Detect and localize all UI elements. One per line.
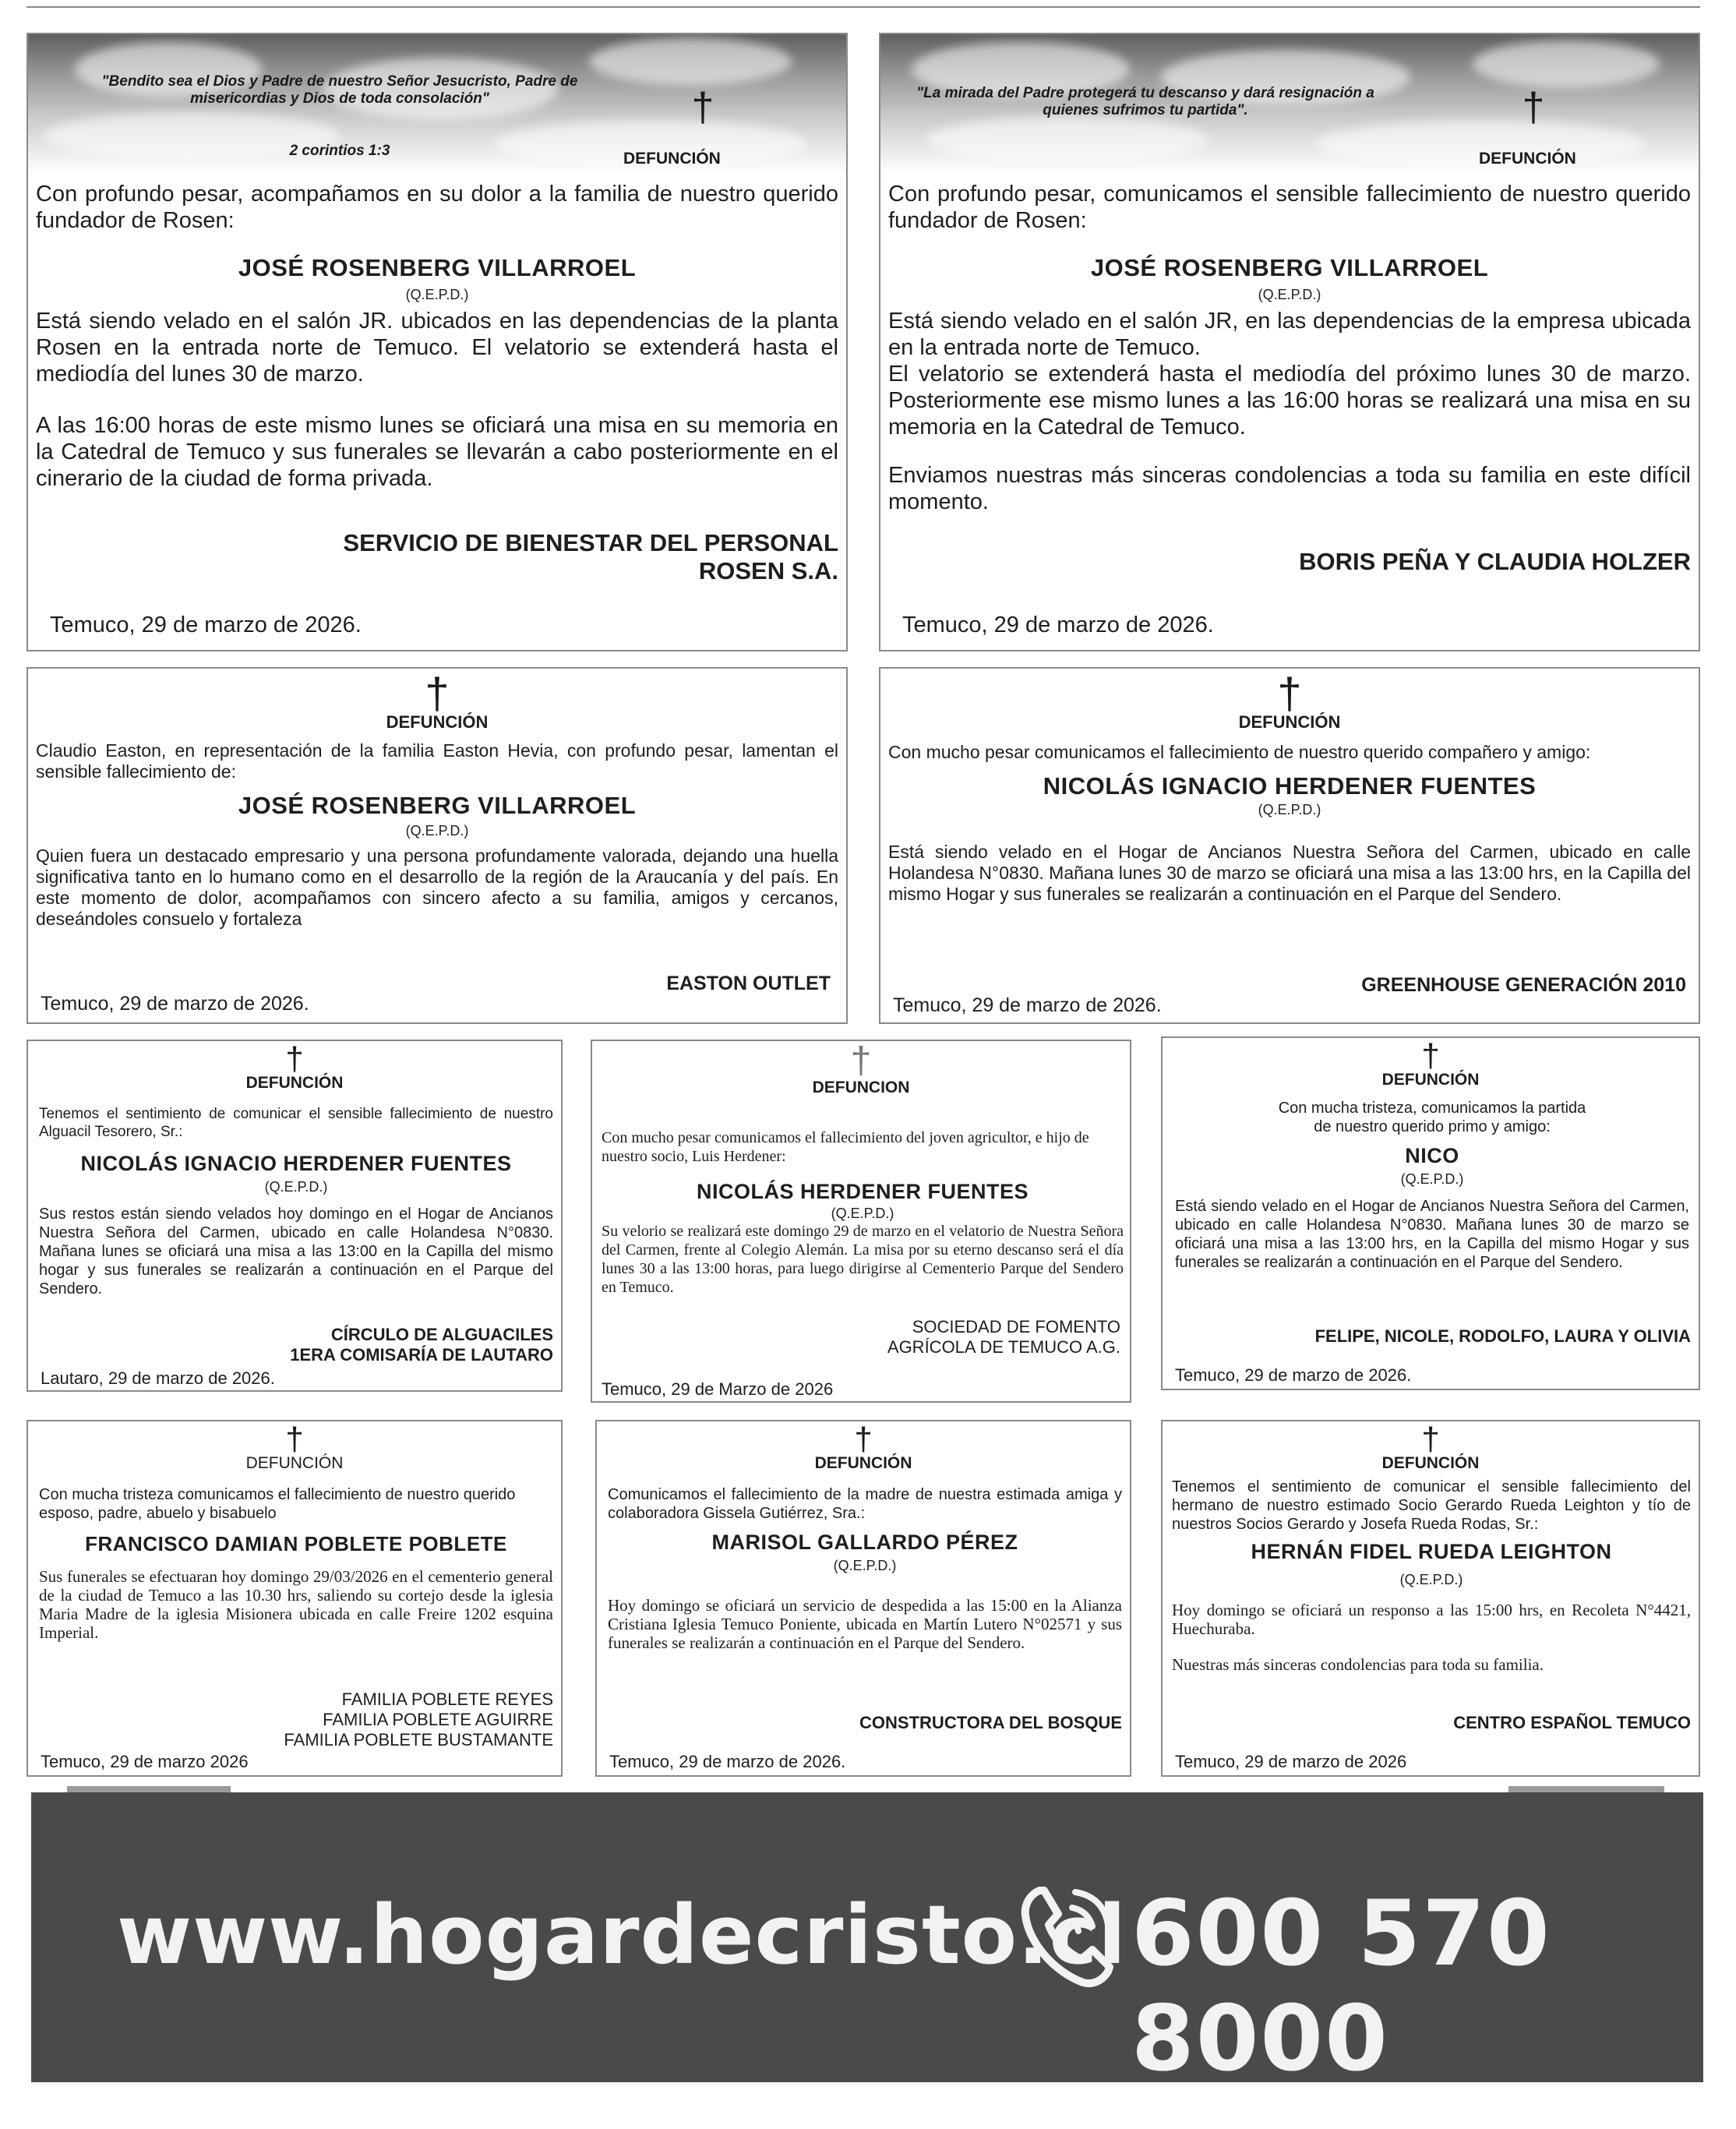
bible-quote: "Bendito sea el Dios y Padre de nuestro Señor Jesucristo, Padre de misericordias y Dios de toda consolación" bbox=[101, 73, 578, 107]
qepd: (Q.E.P.D.) bbox=[833, 1558, 897, 1573]
notice-date: Lautaro, 29 de marzo de 2026. bbox=[41, 1368, 275, 1388]
notice-date: Temuco, 29 de marzo 2026 bbox=[41, 1752, 249, 1771]
signature-line-2: 1ERA COMISARÍA DE LAUTARO bbox=[290, 1345, 553, 1365]
phone-icon bbox=[1018, 1880, 1119, 1989]
funeral-details: Sus funerales se efectuaran hoy domingo 29/03/2026 en el cementerio general de la ciudad de Temuco a las 10.30 hrs, saliendo su cortejo desde la iglesia Maria Madre de la iglesia Misionera ubicada en calle Freire 1202 esquina Imperial. bbox=[39, 1567, 553, 1642]
obituary-notice-rueda bbox=[1161, 1420, 1700, 1777]
defuncion-label: DEFUNCIÓN bbox=[386, 712, 489, 732]
wake-details: Sus restos están siendo velados hoy domingo en el Hogar de Ancianos Nuestra Señora del Carmen, ubicado en calle Holandesa N°0830. Mañana lunes se oficiará una misa a las 13:00 en la Capilla del mismo hogar y sus funerales se realizarán a continuación en el Parque del Sendero. bbox=[39, 1206, 553, 1298]
obituary-notice-nico bbox=[1161, 1036, 1700, 1390]
mass-details: A las 16:00 horas de este mismo lunes se oficiará una misa en su memoria en la Catedral de Temuco y sus funerales se llevarán a cabo posteriormente en el cinerario de la ciudad de forma privada. bbox=[36, 413, 838, 491]
service-details: Hoy domingo se oficiará un servicio de despedida a las 15:00 en la Alianza Cristiana Iglesia Temuco Poniente, ubicada en Martín Lutero N°02571 y sus funerales se realizarán a continuación en el Parque del Sendero. bbox=[608, 1596, 1122, 1652]
qepd: (Q.E.P.D.) bbox=[1258, 287, 1321, 302]
intro-text: Comunicamos el fallecimiento de la madre de nuestra estimada amiga y colaboradora Gissela Gutiérrez, Sra.: bbox=[608, 1486, 1122, 1522]
signature: EASTON OUTLET bbox=[666, 973, 831, 994]
signature-line-1: SOCIEDAD DE FOMENTO bbox=[912, 1317, 1120, 1336]
notice-date: Temuco, 29 de marzo de 2026. bbox=[41, 993, 309, 1015]
intro-text: Con mucho pesar comunicamos el fallecimiento del joven agricultor, e hijo de nuestro socio, Luis Herdener: bbox=[602, 1129, 1089, 1165]
intro-text: Claudio Easton, en representación de la familia Easton Hevia, con profundo pesar, lamentan el sensible fallecimiento de: bbox=[36, 740, 838, 782]
intro-text: Con mucha tristeza comunicamos el fallecimiento de nuestro querido esposo, padre, abuelo y bisabuelo bbox=[39, 1486, 516, 1522]
obituary-notice-poblete bbox=[26, 1420, 563, 1777]
qepd: (Q.E.P.D.) bbox=[1258, 802, 1321, 817]
ad-phone-number: 600 570 8000 bbox=[1131, 1881, 1551, 2092]
obituary-notice-herdener-sociedad bbox=[591, 1040, 1131, 1403]
signature-line-1: FAMILIA POBLETE REYES bbox=[341, 1689, 553, 1709]
top-rule bbox=[26, 6, 1700, 8]
intro-text: Tenemos el sentimiento de comunicar el sensible fallecimiento de nuestro Alguacil Tesorero, Sr.: bbox=[39, 1106, 553, 1140]
defuncion-label: DEFUNCIÓN bbox=[1381, 1071, 1480, 1089]
qepd: (Q.E.P.D.) bbox=[831, 1206, 894, 1221]
cross-icon: † bbox=[1522, 85, 1545, 130]
signature: CENTRO ESPAÑOL TEMUCO bbox=[1453, 1713, 1691, 1732]
cross-icon: † bbox=[285, 1040, 304, 1077]
signature: BORIS PEÑA Y CLAUDIA HOLZER bbox=[1299, 548, 1691, 575]
cross-icon: † bbox=[1277, 669, 1302, 718]
intro-line-1: Con mucha tristeza, comunicamos la partida bbox=[1278, 1100, 1586, 1117]
signature: FELIPE, NICOLE, RODOLFO, LAURA Y OLIVIA bbox=[1314, 1326, 1691, 1346]
deceased-name: FRANCISCO DAMIAN POBLETE POBLETE bbox=[85, 1532, 507, 1555]
deceased-name: NICOLÁS IGNACIO HERDENER FUENTES bbox=[80, 1152, 512, 1175]
signature-line-2: FAMILIA POBLETE AGUIRRE bbox=[323, 1710, 553, 1729]
condolences: Enviamos nuestras más sinceras condolencias a toda su familia en este difícil momento. bbox=[888, 463, 1691, 514]
defuncion-label: DEFUNCIÓN bbox=[1238, 712, 1341, 732]
obituary-notice-herdener-greenhouse bbox=[879, 667, 1700, 1024]
cross-icon: † bbox=[425, 669, 450, 718]
hogar-de-cristo-ad bbox=[31, 1792, 1703, 2092]
tribute-text: Quien fuera un destacado empresario y una persona profundamente valorada, dejando una huella significativa tanto en lo humano como en el desarrollo de la región de la Araucanía y del país. En este momento de dolor, acompañamos con sincero afecto a su familia, amigos y cercanos, deseándoles consuelo y fortaleza bbox=[36, 846, 838, 929]
cross-icon: † bbox=[1421, 1421, 1440, 1457]
obituary-notice-rosenberg-bienestar bbox=[26, 33, 848, 651]
signature-line-2: AGRÍCOLA DE TEMUCO A.G. bbox=[887, 1337, 1120, 1357]
cross-icon: † bbox=[854, 1421, 873, 1457]
signature: GREENHOUSE GENERACIÓN 2010 bbox=[1361, 974, 1686, 996]
qepd: (Q.E.P.D.) bbox=[264, 1179, 328, 1195]
defuncion-label: DEFUNCIÓN bbox=[1479, 150, 1576, 168]
wake-details: Está siendo velado en el salón JR. ubicados en las dependencias de la planta Rosen en la entrada norte de Temuco. El velatorio se extenderá hasta el mediodía del lunes 30 de marzo. bbox=[36, 309, 838, 387]
obituary-notice-herdener-alguaciles bbox=[26, 1040, 563, 1392]
ad-tab-left bbox=[67, 1786, 231, 1792]
sky-banner bbox=[880, 34, 1699, 175]
notice-date: Temuco, 29 de marzo de 2026. bbox=[893, 994, 1162, 1016]
deceased-name: NICOLÁS HERDENER FUENTES bbox=[696, 1180, 1029, 1203]
condolences: Nuestras más sinceras condolencias para toda su familia. bbox=[1172, 1655, 1544, 1674]
wake-details: Su velorio se realizará este domingo 29 de marzo en el velatorio de Nuestra Señora del Carmen, frente al Colegio Alemán. La misa por su eterno descanso será el día lunes 30 a las 13:00 horas, para luego dirigirse al Cementerio Parque del Sendero en Temuco. bbox=[602, 1223, 1124, 1296]
deceased-name: HERNÁN FIDEL RUEDA LEIGHTON bbox=[1251, 1540, 1612, 1563]
signature-line-1: CÍRCULO DE ALGUACILES bbox=[330, 1325, 553, 1344]
intro-text: Tenemos el sentimiento de comunicar el sensible fallecimiento del hermano de nuestro estimado Socio Gerardo Rueda Leighton y tío de nuestros Socios Gerardo y Josefa Rueda Rodas, Sr.: bbox=[1172, 1478, 1691, 1533]
deceased-name: NICO bbox=[1405, 1144, 1459, 1167]
intro-text: Con mucho pesar comunicamos el fallecimiento de nuestro querido compañero y amigo: bbox=[888, 742, 1591, 762]
deceased-name: JOSÉ ROSENBERG VILLARROEL bbox=[238, 792, 637, 819]
defuncion-label: DEFUNCIÓN bbox=[245, 1074, 344, 1092]
mass-details: El velatorio se extenderá hasta el mediodía del próximo lunes 30 de marzo. Posteriormente ese mismo lunes a las 16:00 horas se realizará una misa en su memoria en la Catedral de Temuco. bbox=[888, 362, 1691, 440]
deceased-name: NICOLÁS IGNACIO HERDENER FUENTES bbox=[1043, 772, 1537, 800]
notice-date: Temuco, 29 de marzo de 2026. bbox=[902, 613, 1214, 637]
bible-quote: "La mirada del Padre protegerá tu descanso y dará resignación a quienes sufrimos tu partida". bbox=[916, 85, 1374, 118]
signature-line-3: FAMILIA POBLETE BUSTAMANTE bbox=[284, 1730, 553, 1749]
obituary-notice-rosenberg-pena-holzer bbox=[879, 33, 1700, 651]
deceased-name: MARISOL GALLARDO PÉREZ bbox=[711, 1531, 1018, 1554]
defuncion-label: DEFUNCIÓN bbox=[814, 1454, 912, 1472]
qepd: (Q.E.P.D.) bbox=[1399, 1572, 1463, 1587]
notice-date: Temuco, 29 de marzo de 2026 bbox=[1175, 1752, 1407, 1771]
wake-details: Está siendo velado en el Hogar de Ancianos Nuestra Señora del Carmen, ubicado en calle Holandesa N°0830. Mañana lunes 30 de marzo se oficiará una misa a las 13:00 hrs, en la Capilla del mismo Hogar y sus funerales se realizarán a continuación en el Parque del Sendero. bbox=[1175, 1198, 1689, 1271]
sky-banner bbox=[28, 34, 846, 175]
obituary-notice-gallardo bbox=[595, 1420, 1131, 1777]
ad-website: www.hogardecristo.cl bbox=[117, 1887, 1127, 1982]
signature-line-1: SERVICIO DE BIENESTAR DEL PERSONAL bbox=[343, 529, 838, 556]
intro-line-2: de nuestro querido primo y amigo: bbox=[1314, 1118, 1551, 1135]
service-details: Hoy domingo se oficiará un responso a las 15:00 hrs, en Recoleta N°4421, Huechuraba. bbox=[1172, 1601, 1691, 1638]
cross-icon: † bbox=[850, 1040, 872, 1082]
cross-icon: † bbox=[691, 85, 715, 130]
wake-details: Está siendo velado en el Hogar de Ancianos Nuestra Señora del Carmen, ubicado en calle Holandesa N°0830. Mañana lunes 30 de marzo se oficiará una misa a las 13:00 hrs, en la Capilla del mismo Hogar y sus funerales se realizarán a continuación en el Parque del Sendero. bbox=[888, 842, 1691, 904]
deceased-name: JOSÉ ROSENBERG VILLARROEL bbox=[1090, 254, 1489, 281]
defuncion-label: DEFUNCION bbox=[812, 1079, 910, 1096]
qepd: (Q.E.P.D.) bbox=[405, 287, 469, 302]
cross-icon: † bbox=[285, 1421, 304, 1457]
notice-date: Temuco, 29 de marzo de 2026. bbox=[1175, 1365, 1412, 1385]
wake-details: Está siendo velado en el salón JR, en las dependencias de la empresa ubicada en la entrada norte de Temuco. bbox=[888, 309, 1691, 360]
defuncion-label: DEFUNCIÓN bbox=[245, 1454, 344, 1472]
notice-date: Temuco, 29 de Marzo de 2026 bbox=[602, 1379, 834, 1399]
defuncion-label: DEFUNCIÓN bbox=[623, 150, 721, 168]
signature: CONSTRUCTORA DEL BOSQUE bbox=[859, 1713, 1122, 1732]
notice-date: Temuco, 29 de marzo de 2026. bbox=[609, 1752, 846, 1771]
signature-line-2: ROSEN S.A. bbox=[698, 557, 838, 584]
qepd: (Q.E.P.D.) bbox=[405, 823, 469, 839]
notice-date: Temuco, 29 de marzo de 2026. bbox=[50, 613, 362, 637]
intro-text: Con profundo pesar, acompañamos en su dolor a la familia de nuestro querido fundador de Rosen: bbox=[36, 182, 838, 233]
defuncion-label: DEFUNCIÓN bbox=[1381, 1454, 1480, 1472]
cross-icon: † bbox=[1421, 1037, 1440, 1074]
intro-text: Con profundo pesar, comunicamos el sensible fallecimiento de nuestro querido fundador de Rosen: bbox=[888, 182, 1691, 233]
ad-tab-right bbox=[1508, 1786, 1664, 1792]
bible-quote-reference: 2 corintios 1:3 bbox=[289, 143, 390, 159]
deceased-name: JOSÉ ROSENBERG VILLARROEL bbox=[238, 254, 637, 281]
qepd: (Q.E.P.D.) bbox=[1400, 1171, 1464, 1187]
obituary-notice-rosenberg-easton bbox=[26, 667, 848, 1024]
